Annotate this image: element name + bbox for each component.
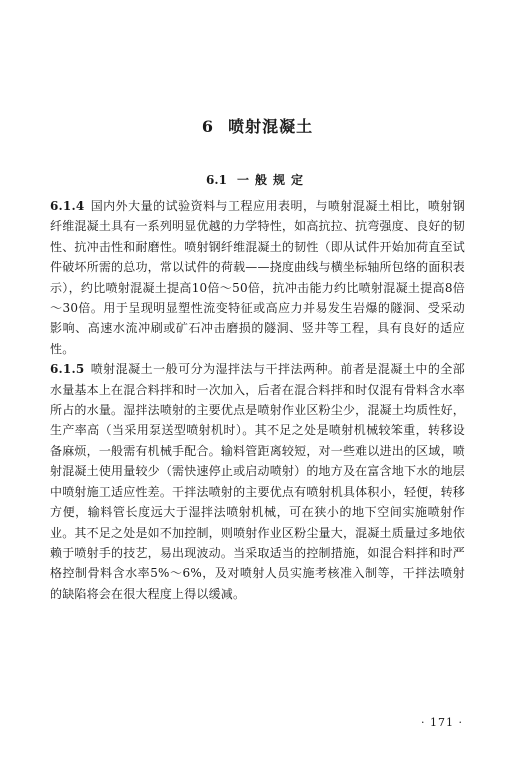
- section-number: 6.1: [206, 173, 227, 187]
- chapter-number: 6: [201, 117, 215, 136]
- section-title: [0, 171, 515, 188]
- section-name: 一般规定: [236, 173, 309, 187]
- clause-number: 6.1.5: [50, 362, 85, 377]
- clause-number: 6.1.4: [50, 199, 85, 213]
- paragraph-text: 喷射混凝土一般可分为湿拌法与干拌法两种。前者是混凝土中的全部水量基本上在混合料拌和时一次加入，后者在混合料拌和时仅混有骨料含水率所占的水量。湿拌法喷射的主要优点是喷射作业区粉尘少，混凝土均质性好，生产率高（当采用泵送型喷射机时）。其不足之处是喷射机械较笨重，转移设备麻烦，一般需有机械手配合。输料管距离较短，对一些难以进出的区域，喷射混凝土使用量较少（需快速停止或启动喷射）的地方及在富含地下水的地层中喷射施工适应性差。干拌法喷射的主要优点有喷射机具体积小，轻便，转移方便，输料管长度远大于湿拌法喷射机械，可在狭小的地下空间实施喷射作业。其不足之处是如不加控制，则喷射作业区粉尘量大，混凝土质量过多地依赖于喷射手的技艺，易出现波动。当采取适当的控制措施，如混合料拌和时严格控制骨料含水率5%～6%，及对喷射人员实施考核准入制等，干拌法喷射的缺陷将会在很大程度上得以缓减。: [50, 362, 465, 601]
- paragraph-text: 国内外大量的试验资料与工程应用表明，与喷射混凝土相比，喷射钢纤维混凝土具有一系列明显优越的力学特性，如高抗拉、抗弯强度、良好的韧性、抗冲击性和耐磨性。喷射钢纤维混凝土的韧性（即从试件开始加荷直至试件破坏所需的总功，常以试件的荷载——挠度曲线与横坐标轴所包络的面积表示），约比喷射混凝土提高10倍～50倍，抗冲击能力约比喷射混凝土提高8倍～30倍。用于呈现明显塑性流变特征或高应力并易发生岩爆的隧洞、受采动影响、高速水流冲刷或矿石冲击磨损的隧洞、竖井等工程，具有良好的适应性。: [50, 199, 465, 356]
- body-text: [50, 196, 465, 604]
- chapter-title: [0, 114, 515, 137]
- chapter-name: 喷射混凝土: [228, 117, 314, 136]
- paragraph-6-1-5: [50, 359, 465, 604]
- paragraph-6-1-4: [50, 196, 465, 359]
- page-number: · 171 ·: [421, 716, 463, 729]
